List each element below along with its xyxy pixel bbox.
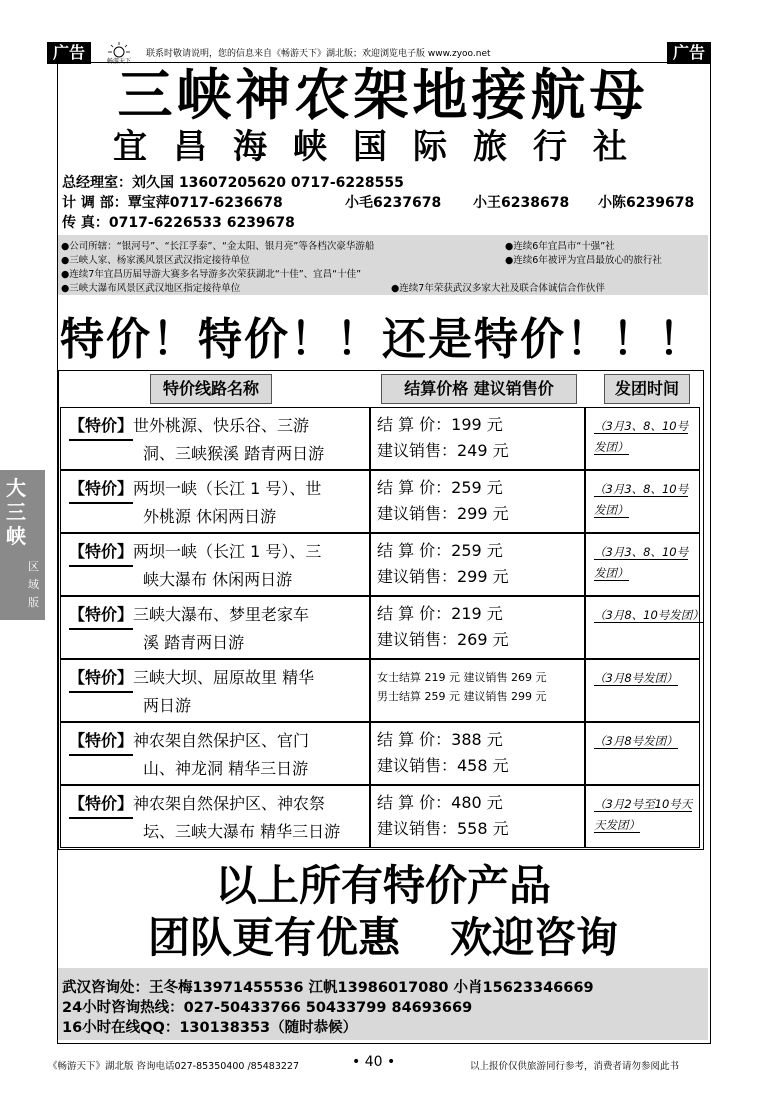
promo-team-discount: 团队更有优惠 bbox=[147, 913, 400, 962]
departure-date: （3月3、8、10号发团） bbox=[594, 482, 689, 517]
highlight-item: ●连续6年被评为宜昌最放心的旅行社 bbox=[505, 255, 662, 266]
route-line-1: 世外桃源、快乐谷、三游 bbox=[133, 416, 310, 435]
price-cell bbox=[370, 722, 585, 785]
fax-label: 传 真： bbox=[62, 215, 109, 231]
qq-line: 16小时在线QQ：130138353（随时恭候） bbox=[62, 1020, 358, 1036]
departure-cell bbox=[585, 470, 700, 533]
price-cell bbox=[370, 470, 585, 533]
page-number: • 40 • bbox=[352, 1054, 396, 1070]
highlight-item: ●公司所辖：“银河号”、“长江孚泰”、“金太阳、银月亮”等各档次豪华游船 bbox=[61, 241, 375, 252]
route-cell bbox=[60, 470, 370, 533]
price-cell bbox=[370, 659, 585, 722]
suggested-price: 男士结算 259 元 建议销售 299 元 bbox=[377, 690, 547, 703]
sub-title: 宜昌海峡国际旅行社 bbox=[113, 127, 653, 167]
special-tag: 【特价】 bbox=[69, 791, 133, 819]
route-line-2: 坛、三峡大瀑布 精华三日游 bbox=[143, 822, 341, 841]
region-side-tab bbox=[0, 470, 45, 620]
hotline: 24小时咨询热线：027-50433766 50433799 84693669 bbox=[62, 1000, 473, 1016]
manager-line bbox=[62, 172, 404, 192]
bottom-disclaimer: 以上报价仅供旅游同行参考，消费者请勿参阅此书 bbox=[470, 1061, 680, 1072]
side-tab-big: 大三峡 bbox=[6, 476, 26, 548]
highlight-item: ●连续6年宜昌市“十强”社 bbox=[505, 241, 615, 252]
highlight-item: ●连续7年宜昌历届导游大赛多名导游多次荣获湖北“十佳”、宜昌“十佳” bbox=[61, 269, 362, 280]
special-banner: 特价！特价！！还是特价！！！ bbox=[60, 314, 704, 365]
special-tag: 【特价】 bbox=[69, 476, 133, 504]
departure-date: （3月2号至10号天天发团） bbox=[594, 797, 693, 832]
suggested-price: 建议销售：558 元 bbox=[377, 819, 509, 838]
settle-price: 女士结算 219 元 建议销售 269 元 bbox=[377, 671, 547, 684]
dispatch-contact-3: 小王6238678 bbox=[473, 195, 570, 211]
settle-price: 结 算 价：388 元 bbox=[377, 730, 503, 749]
ad-badge-left: 广告 bbox=[47, 42, 91, 64]
suggested-price: 建议销售：269 元 bbox=[377, 630, 509, 649]
departure-date: （3月3、8、10号发团） bbox=[594, 419, 689, 454]
route-cell bbox=[60, 407, 370, 470]
route-line-2: 山、神龙洞 精华三日游 bbox=[143, 759, 309, 778]
departure-date: （3月3、8、10号发团） bbox=[594, 545, 689, 580]
price-cell bbox=[370, 596, 585, 659]
settle-price: 结 算 价：259 元 bbox=[377, 541, 503, 560]
route-line-2: 洞、三峡猴溪 踏青两日游 bbox=[143, 444, 325, 463]
ad-badge-right: 广告 bbox=[667, 42, 711, 64]
route-line-2: 峡大瀑布 休闲两日游 bbox=[143, 570, 293, 589]
route-line-1: 两坝一峡（长江 1 号）、世 bbox=[133, 479, 322, 498]
manager-label: 总经理室： bbox=[62, 175, 132, 191]
fax-line bbox=[62, 212, 295, 232]
dispatch-value: 覃宝萍0717-6236678 bbox=[127, 195, 283, 211]
route-line-2: 外桃源 休闲两日游 bbox=[143, 507, 277, 526]
price-cell bbox=[370, 533, 585, 596]
special-tag: 【特价】 bbox=[69, 602, 133, 630]
main-title: 三峡神农架地接航母 bbox=[117, 63, 649, 127]
departure-date: （3月8号发团） bbox=[594, 734, 678, 748]
route-line-2: 两日游 bbox=[143, 696, 192, 715]
special-tag: 【特价】 bbox=[69, 728, 133, 756]
promo-line-2 bbox=[60, 912, 706, 964]
price-cell bbox=[370, 407, 585, 470]
departure-cell bbox=[585, 596, 704, 659]
dispatch-label: 计 调 部： bbox=[62, 195, 128, 211]
route-cell bbox=[60, 785, 370, 848]
route-line-1: 神农架自然保护区、神农祭 bbox=[133, 794, 326, 813]
suggested-price: 建议销售：299 元 bbox=[377, 504, 509, 523]
settle-price: 结 算 价：259 元 bbox=[377, 478, 503, 497]
highlight-item: ●三峡大瀑布风景区武汉地区指定接待单位 bbox=[61, 283, 241, 294]
departure-cell bbox=[585, 785, 700, 848]
side-tab-small: 区域版 bbox=[28, 560, 39, 609]
route-line-1: 三峡大坝、屈原故里 精华 bbox=[133, 668, 315, 687]
route-line-2: 溪 踏青两日游 bbox=[143, 633, 245, 652]
header-price: 结算价格 建议销售价 bbox=[381, 374, 577, 404]
company-highlights bbox=[58, 235, 708, 295]
settle-price: 结 算 价：199 元 bbox=[377, 415, 503, 434]
route-cell bbox=[60, 596, 370, 659]
departure-cell bbox=[585, 722, 700, 785]
promo-welcome: 欢迎咨询 bbox=[450, 913, 619, 962]
settle-price: 结 算 价：219 元 bbox=[377, 604, 503, 623]
special-tag: 【特价】 bbox=[69, 539, 133, 567]
departure-cell bbox=[585, 407, 700, 470]
logo-text: 畅游天下 bbox=[106, 58, 131, 65]
bottom-publisher: 《畅游天下》湖北版 咨询电话027-85350400 /85483227 bbox=[48, 1061, 300, 1072]
route-cell bbox=[60, 722, 370, 785]
special-tag: 【特价】 bbox=[69, 413, 133, 441]
departure-cell bbox=[585, 659, 700, 722]
departure-cell bbox=[585, 533, 700, 596]
special-tag: 【特价】 bbox=[69, 665, 133, 693]
departure-date: （3月8、10号发团） bbox=[594, 608, 704, 622]
header-date: 发团时间 bbox=[604, 374, 690, 404]
route-cell bbox=[60, 659, 370, 722]
manager-value: 刘久国 13607205620 0717-6228555 bbox=[132, 175, 404, 191]
route-cell bbox=[60, 533, 370, 596]
dispatch-line bbox=[62, 192, 283, 212]
dispatch-contact-2: 小毛6237678 bbox=[345, 195, 442, 211]
route-line-1: 神农架自然保护区、官门 bbox=[133, 731, 310, 750]
top-notice: 联系时敬请说明，您的信息来自《畅游天下》湖北版；欢迎浏览电子版 www.zyoo.net bbox=[146, 49, 491, 59]
departure-date: （3月8号发团） bbox=[594, 671, 678, 685]
suggested-price: 建议销售：458 元 bbox=[377, 756, 509, 775]
promo-line-1: 以上所有特价产品 bbox=[214, 861, 551, 910]
highlight-item: ●连续7年荣获武汉多家大社及联合体诚信合作伙伴 bbox=[391, 283, 605, 294]
wuhan-contacts: 武汉咨询处：王冬梅13971455536 江帆13986017080 小肖15623346669 bbox=[62, 980, 594, 996]
highlight-item: ●三峡人家、杨家溪风景区武汉指定接待单位 bbox=[61, 255, 250, 266]
route-line-1: 三峡大瀑布、梦里老家车 bbox=[133, 605, 310, 624]
dispatch-contact-4: 小陈6239678 bbox=[598, 195, 695, 211]
suggested-price: 建议销售：299 元 bbox=[377, 567, 509, 586]
suggested-price: 建议销售：249 元 bbox=[377, 441, 509, 460]
header-route: 特价线路名称 bbox=[150, 374, 272, 404]
route-line-1: 两坝一峡（长江 1 号）、三 bbox=[133, 542, 322, 561]
price-cell bbox=[370, 785, 585, 848]
settle-price: 结 算 价：480 元 bbox=[377, 793, 503, 812]
fax-value: 0717-6226533 6239678 bbox=[108, 215, 295, 231]
brand-logo bbox=[98, 40, 140, 64]
